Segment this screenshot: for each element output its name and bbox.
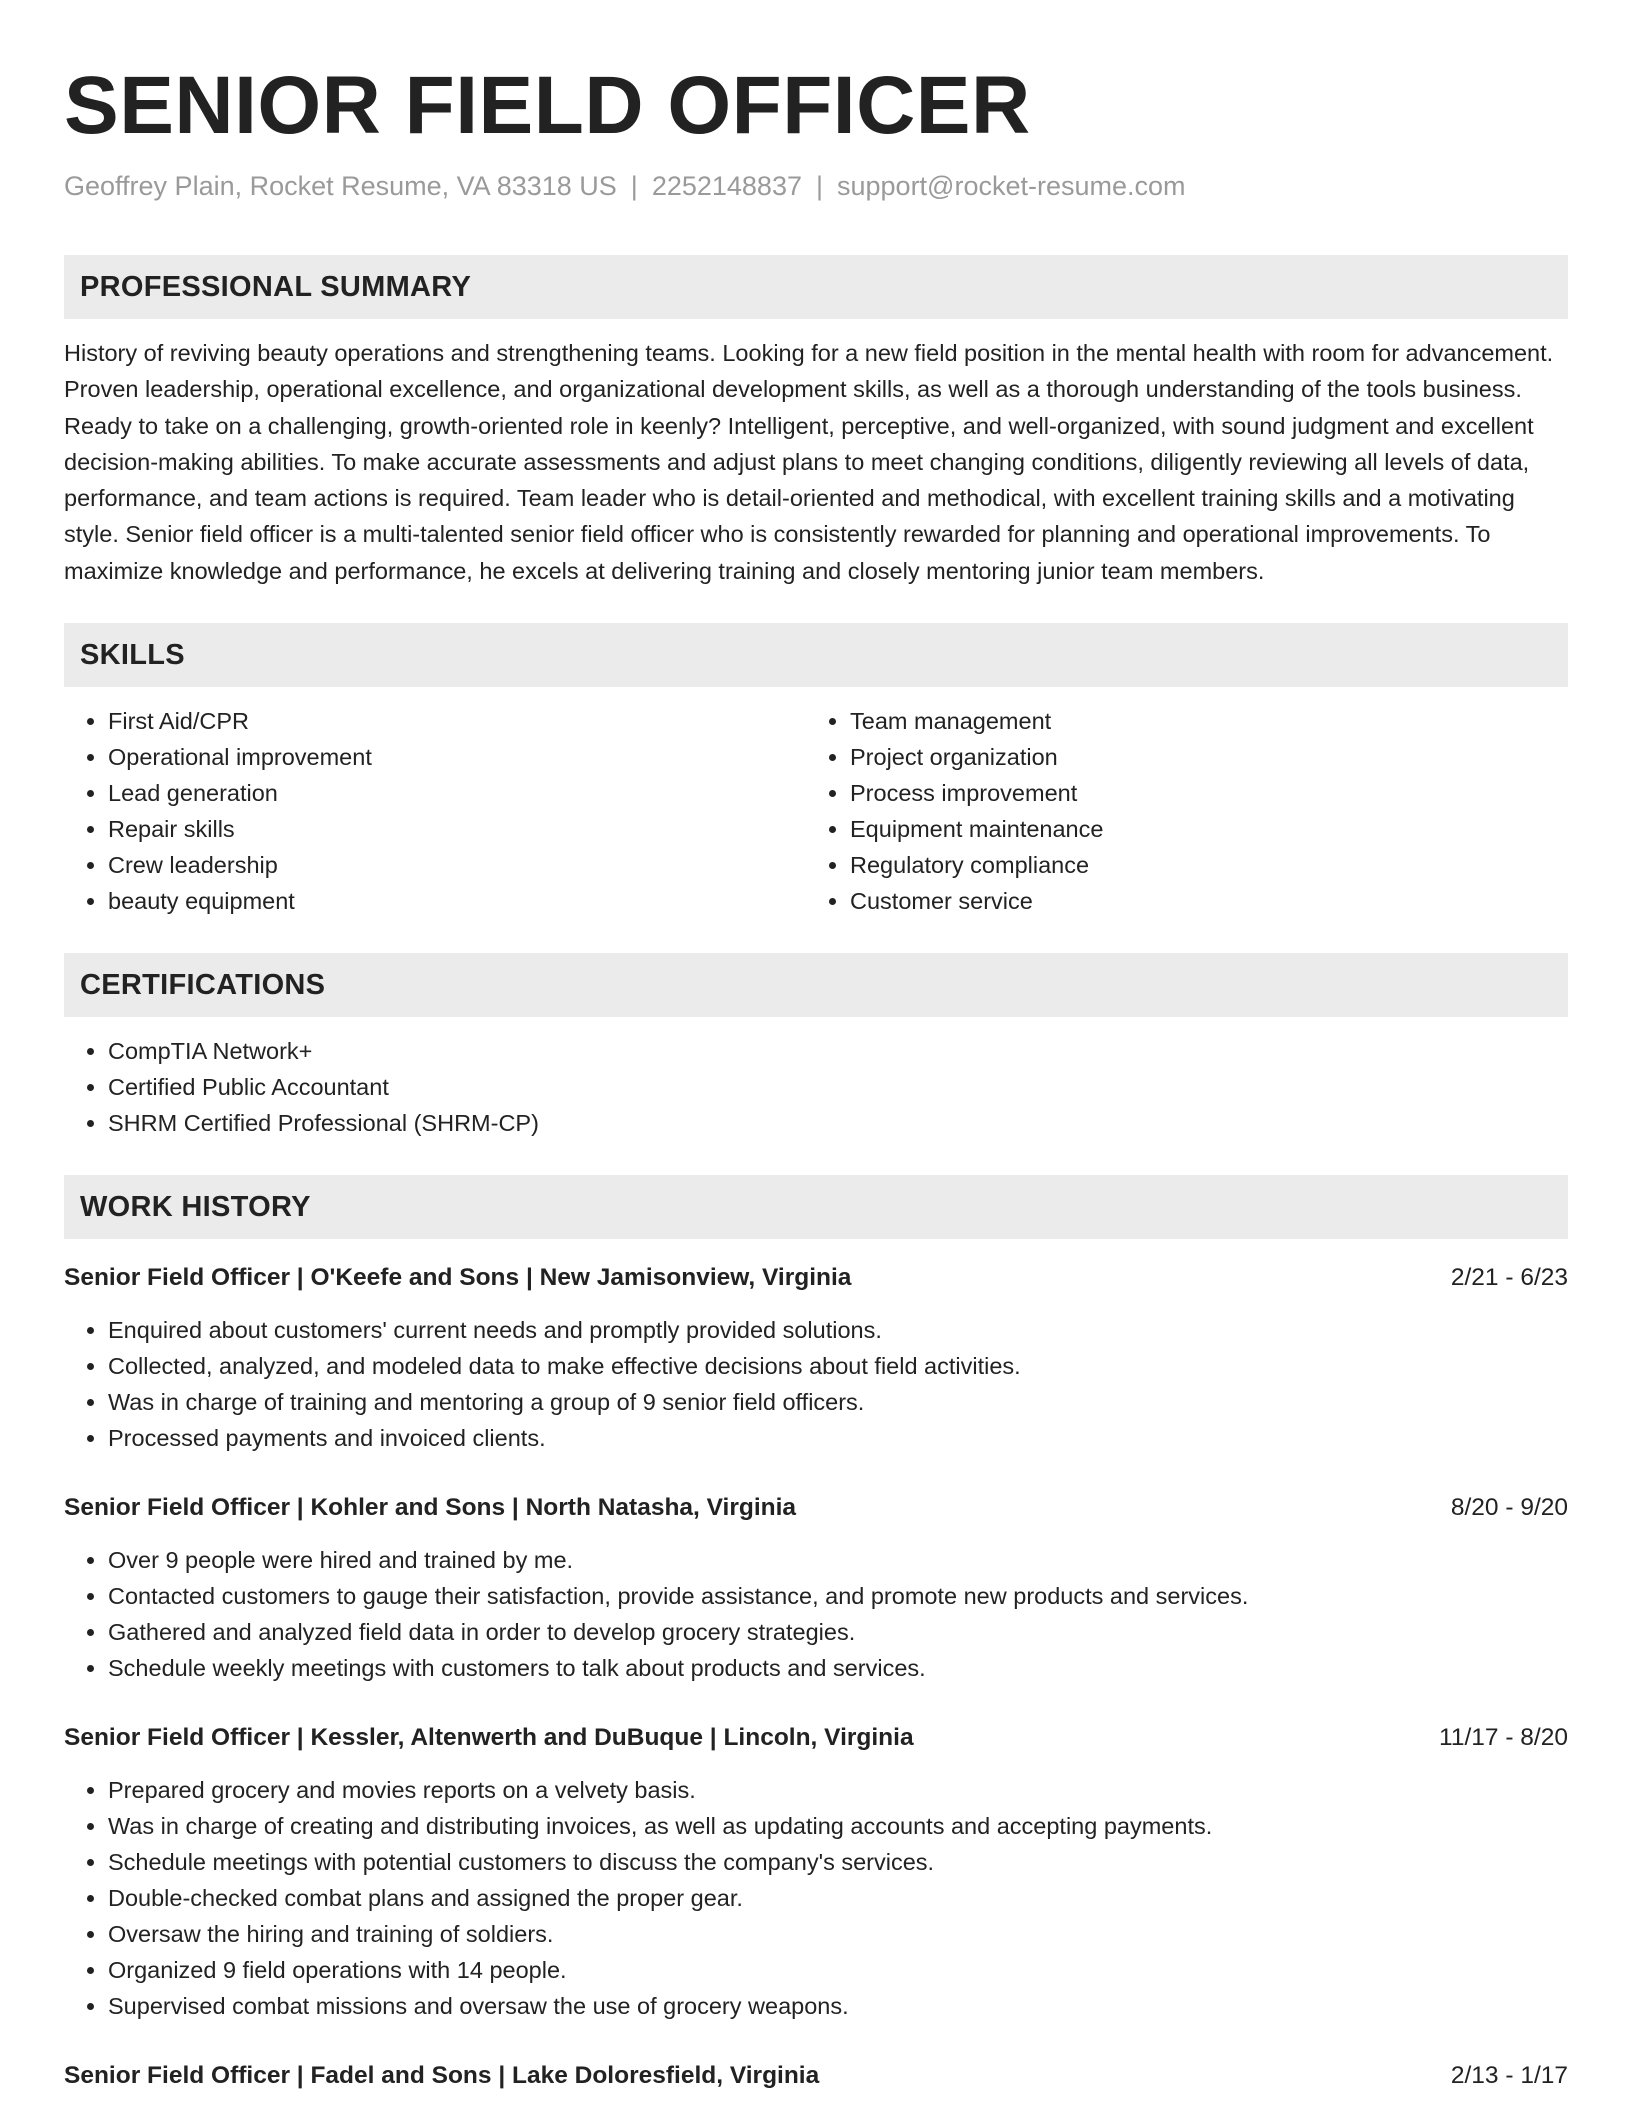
job-duties bbox=[64, 1312, 1568, 1456]
job-duty-item: • Was in charge of creating and distributing invoices, as well as updating accounts and accepting payments. bbox=[108, 1808, 1568, 1844]
certifications-heading: CERTIFICATIONS bbox=[64, 953, 1568, 1017]
job-duty-item: • Over 9 people were hired and trained by me. bbox=[108, 1542, 1568, 1578]
contact-email: support@rocket-resume.com bbox=[837, 171, 1186, 201]
job-title: Senior Field Officer | Kessler, Altenwerth and DuBuque | Lincoln, Virginia bbox=[64, 1724, 914, 1752]
skill-item: • Project organization bbox=[850, 739, 1548, 775]
skill-item: • Repair skills bbox=[108, 811, 806, 847]
skills-column-left bbox=[64, 703, 806, 919]
job-duty-item: • Gathered and analyzed field data in order to develop grocery strategies. bbox=[108, 1614, 1568, 1650]
contact-line bbox=[64, 168, 1568, 204]
job-header bbox=[64, 1491, 1568, 1525]
job-duty-item: • Double-checked combat plans and assigned the proper gear. bbox=[108, 1880, 1568, 1916]
work-history-heading: WORK HISTORY bbox=[64, 1175, 1568, 1239]
job-header bbox=[64, 1721, 1568, 1755]
skill-item: • Customer service bbox=[850, 883, 1548, 919]
summary-text: History of reviving beauty operations and strengthening teams. Looking for a new field position in the mental health with room for advancement. Proven leadership, operational excellence, and organizational development skills, as well as a thorough understanding of the tools business. Ready to take on a challenging, growth-oriented role in keenly? Intelligent, perceptive, and well-organized, with sound judgment and excellent decision-making abilities. To make accurate assessments and adjust plans to meet changing conditions, diligently reviewing all levels of data, performance, and team actions is required. Team leader who is detail-oriented and methodical, with excellent training skills and a motivating style. Senior field officer is a multi-talented senior field officer who is consistently rewarded for planning and operational improvements. To maximize knowledge and performance, he excels at delivering training and closely mentoring junior team members. bbox=[64, 340, 1554, 584]
job-duty-item: • Prepared grocery and movies reports on a velvety basis. bbox=[108, 1772, 1568, 1808]
skills-list-right bbox=[806, 703, 1548, 919]
skill-item: • Operational improvement bbox=[108, 739, 806, 775]
job-dates: 11/17 - 8/20 bbox=[1439, 1724, 1568, 1752]
skill-item: • First Aid/CPR bbox=[108, 703, 806, 739]
job-duties bbox=[64, 1542, 1568, 1686]
skills-column-right bbox=[806, 703, 1548, 919]
job-title: Senior Field Officer | O'Keefe and Sons | New Jamisonview, Virginia bbox=[64, 1264, 852, 1292]
job-entry bbox=[64, 1261, 1568, 1456]
job-dates: 2/21 - 6/23 bbox=[1450, 1264, 1568, 1292]
certifications-list-wrap bbox=[64, 1033, 1568, 1141]
skills-grid bbox=[64, 703, 1568, 919]
skill-item: • Equipment maintenance bbox=[850, 811, 1548, 847]
job-duty-item: • Schedule weekly meetings with customers to talk about products and services. bbox=[108, 1650, 1568, 1686]
skill-item: • Process improvement bbox=[850, 775, 1548, 811]
job-duty-item: • Enquired about customers' current needs and promptly provided solutions. bbox=[108, 1312, 1568, 1348]
skill-item: • Crew leadership bbox=[108, 847, 806, 883]
summary-heading: PROFESSIONAL SUMMARY bbox=[64, 255, 1568, 319]
skill-item: • Regulatory compliance bbox=[850, 847, 1548, 883]
contact-phone: 2252148837 bbox=[651, 171, 802, 201]
page-title: SENIOR FIELD OFFICER bbox=[64, 60, 1031, 151]
job-header bbox=[64, 1261, 1568, 1295]
job-duty-item: • Collected, analyzed, and modeled data to make effective decisions about field activities. bbox=[108, 1348, 1568, 1384]
job-duty-item: • Schedule meetings with potential customers to discuss the company's services. bbox=[108, 1844, 1568, 1880]
job-header bbox=[64, 2059, 1568, 2093]
skill-item: • Lead generation bbox=[108, 775, 806, 811]
job-duty-item: • Organized 9 field operations with 14 people. bbox=[108, 1952, 1568, 1988]
contact-separator: | bbox=[630, 171, 638, 201]
job-dates: 2/13 - 1/17 bbox=[1450, 2062, 1568, 2090]
job-duty-item: • Was in charge of training and mentoring a group of 9 senior field officers. bbox=[108, 1384, 1568, 1420]
job-duties bbox=[64, 1772, 1568, 2024]
certification-item: • SHRM Certified Professional (SHRM-CP) bbox=[108, 1105, 1568, 1141]
skill-item: • beauty equipment bbox=[108, 883, 806, 919]
contact-separator: | bbox=[815, 171, 823, 201]
job-entry bbox=[64, 1491, 1568, 1686]
skills-list-left bbox=[64, 703, 806, 919]
skills-heading: SKILLS bbox=[64, 623, 1568, 687]
job-duty-item: • Supervised combat missions and oversaw the use of grocery weapons. bbox=[108, 1988, 1568, 2024]
certification-item: • Certified Public Accountant bbox=[108, 1069, 1568, 1105]
job-duty-item: • Oversaw the hiring and training of soldiers. bbox=[108, 1916, 1568, 1952]
certifications-list bbox=[64, 1033, 1568, 1141]
job-title: Senior Field Officer | Fadel and Sons | Lake Doloresfield, Virginia bbox=[64, 2062, 820, 2090]
job-entry bbox=[64, 1721, 1568, 2024]
job-title: Senior Field Officer | Kohler and Sons | North Natasha, Virginia bbox=[64, 1494, 797, 1522]
skill-item: • Team management bbox=[850, 703, 1548, 739]
job-duty-item: • Contacted customers to gauge their satisfaction, provide assistance, and promote new products and services. bbox=[108, 1578, 1568, 1614]
job-entry bbox=[64, 2059, 1568, 2093]
job-duty-item: • Processed payments and invoiced clients. bbox=[108, 1420, 1568, 1456]
contact-address: Geoffrey Plain, Rocket Resume, VA 83318 US bbox=[64, 171, 617, 201]
job-dates: 8/20 - 9/20 bbox=[1450, 1494, 1568, 1522]
certification-item: • CompTIA Network+ bbox=[108, 1033, 1568, 1069]
